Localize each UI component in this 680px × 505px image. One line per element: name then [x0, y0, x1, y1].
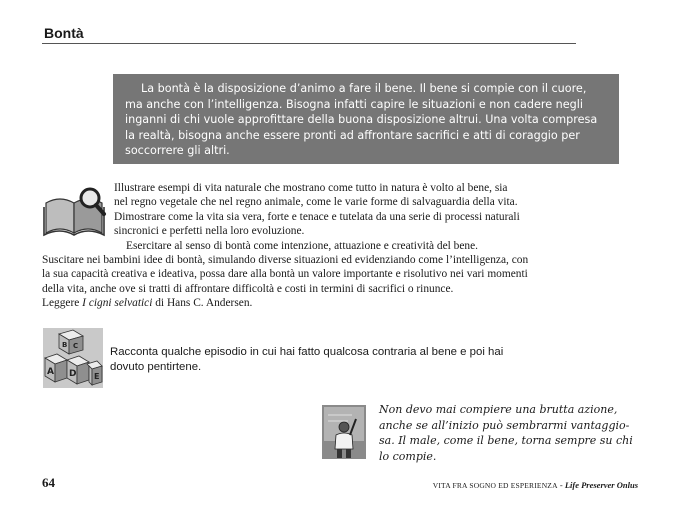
block-letter: C [73, 342, 79, 350]
reading-title: I cigni selvatici [82, 297, 153, 310]
objective-line: Suscitare nei bambini idee di bontà, simulando diverse situazioni ed evidenziando come l’intelligenza, con [42, 254, 529, 267]
objective-line: Esercitare al senso di bontà come intenzione, attuazione e creatività del bene. [126, 239, 479, 252]
title-divider [42, 43, 576, 44]
intro-box [113, 74, 619, 164]
objective-line: la sua capacità creativa e ideativa, possa dare alla bontà un valore importante e risolutivo nei vari momenti [42, 268, 528, 281]
footer-credit [433, 480, 638, 490]
activity-line: dovuto pentirtene. [110, 361, 202, 373]
reading-prefix: Leggere [42, 297, 83, 310]
objective-line: Illustrare esempi di vita naturale che mostrano come tutto in natura è volto al bene, sia [114, 182, 508, 194]
activity-line: Racconta qualche episodio in cui hai fatto qualcosa contraria al bene e poi hai [110, 346, 504, 358]
activity-prompt [110, 345, 530, 375]
page-number: 64 [42, 475, 55, 490]
intro-line: inganni di chi vuole approfittare della buona disposizione altrui. Una volta compresa [125, 113, 598, 127]
letter-blocks-icon [43, 328, 103, 388]
page-title: Bontà [44, 25, 84, 41]
objective-line: sincronici e perfetti nella loro evoluzione. [114, 225, 305, 238]
quote-text [379, 402, 634, 464]
reading-line [42, 296, 542, 310]
reading-suffix: di Hans C. Andersen. [152, 297, 253, 310]
quote-line: sa. Il male, come il bene, torna sempre su chi [379, 434, 633, 447]
quote-line: lo compie. [379, 449, 437, 463]
intro-line: ma anche con l’intelligenza. Bisogna infatti capire le situazioni e non cadere negli [125, 97, 583, 111]
objectives-text [42, 181, 542, 311]
boy-at-blackboard-icon [322, 405, 366, 459]
block-letter: E [94, 372, 100, 381]
objective-line: nel regno vegetale che nel regno animale, come le varie forme di salvaguardia della vita. [114, 196, 518, 209]
block-letter: A [47, 367, 54, 377]
objective-line: della vita, anche ove si tratti di affrontare difficoltà e costi in termini di sacrifici o rinunce. [42, 282, 454, 295]
quote-line: anche se all’inizio può sembrarmi vantaggio- [379, 418, 630, 432]
intro-line: soccorrere gli altri. [125, 144, 230, 158]
quote-line: Non devo mai compiere una brutta azione, [379, 403, 618, 416]
block-letter: D [69, 369, 77, 379]
intro-line: La bontà è la disposizione d’animo a fare il bene. Il bene si compie con il cuore, [141, 82, 587, 95]
footer-separator: - [557, 480, 565, 490]
footer-publisher: Life Preserver Onlus [564, 480, 638, 490]
footer-series: VITA FRA SOGNO ED ESPERIENZA [432, 481, 558, 490]
objective-line: Dimostrare come la vita sia vera, forte e tenace e tutelata da una serie di processi naturali [114, 210, 520, 223]
block-letter: B [62, 341, 68, 349]
intro-line: la realtà, bisogna anche essere pronti ad affrontare sacrifici e atti di coraggio per [125, 128, 580, 142]
